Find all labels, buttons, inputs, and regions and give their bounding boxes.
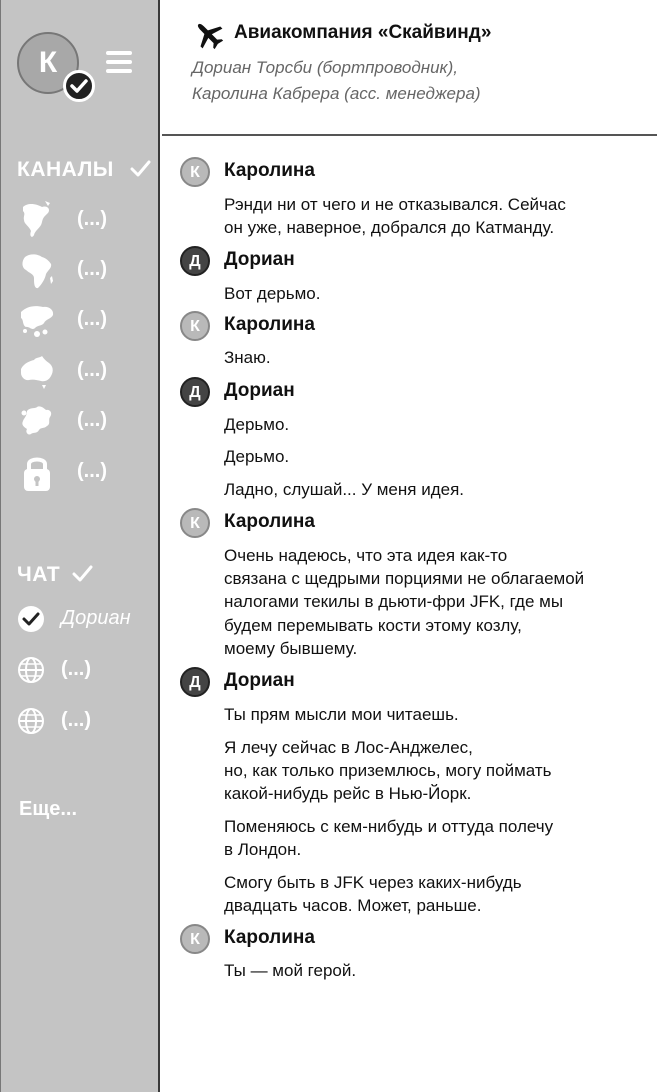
message-text: налогами текилы в дьюти-фри JFK, где мы bbox=[224, 592, 564, 611]
message-text: связана с щедрыми порциями не облагаемой bbox=[224, 569, 585, 588]
chat-item-2[interactable] bbox=[15, 648, 155, 692]
australia-icon bbox=[15, 349, 59, 393]
sidebar bbox=[0, 0, 160, 1092]
message-text: Вот дерьмо. bbox=[224, 284, 321, 303]
check-icon bbox=[17, 605, 45, 633]
chat-label: (...) bbox=[61, 658, 91, 680]
channel-item-australia[interactable] bbox=[15, 349, 155, 393]
chat-item-3[interactable] bbox=[15, 699, 155, 743]
europe-icon bbox=[15, 399, 59, 443]
message-text: двадцать часов. Может, раньше. bbox=[224, 896, 482, 915]
author-name: Каролина bbox=[224, 314, 315, 335]
airplane-icon bbox=[192, 18, 226, 52]
app-title: Авиакомпания «Скайвинд» bbox=[234, 22, 492, 43]
more-link[interactable]: Еще... bbox=[19, 798, 78, 820]
author-avatar: К bbox=[180, 311, 210, 341]
menu-icon[interactable] bbox=[106, 51, 132, 73]
message-text: Ты — мой герой. bbox=[224, 961, 357, 980]
channel-item-asia[interactable] bbox=[15, 298, 155, 342]
channel-item-private[interactable] bbox=[15, 450, 155, 494]
online-status-icon bbox=[63, 70, 95, 102]
message-text: он уже, наверное, добрался до Катманду. bbox=[224, 218, 555, 237]
lock-icon bbox=[15, 450, 59, 494]
message-text: Знаю. bbox=[224, 348, 271, 367]
channel-item-europe[interactable] bbox=[15, 399, 155, 443]
author-avatar: К bbox=[180, 508, 210, 538]
message-text: Ладно, слушай... У меня идея. bbox=[224, 480, 465, 499]
channel-label: (...) bbox=[77, 208, 107, 230]
channel-label: (...) bbox=[77, 460, 107, 482]
chat-label: Дориан bbox=[61, 607, 131, 629]
africa-icon bbox=[15, 248, 59, 292]
author-avatar: Д bbox=[180, 377, 210, 407]
author-name: Дориан bbox=[224, 670, 295, 691]
author-avatar: Д bbox=[180, 667, 210, 697]
message-text: Поменяюсь с кем-нибудь и оттуда полечу bbox=[224, 817, 554, 836]
chat-check-icon[interactable] bbox=[71, 563, 93, 585]
asia-icon bbox=[15, 298, 59, 342]
participants bbox=[192, 55, 552, 107]
chat-header bbox=[162, 0, 657, 136]
globe-icon bbox=[17, 656, 45, 684]
author-avatar: К bbox=[180, 924, 210, 954]
message-text: какой-нибудь рейс в Нью-Йорк. bbox=[224, 784, 472, 803]
message-text: Рэнди ни от чего и не отказывался. Сейчас bbox=[224, 195, 566, 214]
message-text: моему бывшему. bbox=[224, 639, 358, 658]
message-text: будем перемывать кости этому козлу, bbox=[224, 616, 522, 635]
author-avatar: Д bbox=[180, 246, 210, 276]
author-name: Каролина bbox=[224, 927, 315, 948]
north-america-icon bbox=[15, 198, 59, 242]
message-text: Очень надеюсь, что эта идея как-то bbox=[224, 546, 508, 565]
chat-item-dorian[interactable] bbox=[15, 597, 155, 641]
message-text: Ты прям мысли мои читаешь. bbox=[224, 705, 459, 724]
message-text: Дерьмо. bbox=[224, 447, 290, 466]
message-list bbox=[162, 136, 657, 1092]
participant-2: Каролина Кабрера (асс. менеджера) bbox=[192, 84, 481, 103]
channel-label: (...) bbox=[77, 409, 107, 431]
channel-label: (...) bbox=[77, 359, 107, 381]
channel-label: (...) bbox=[77, 258, 107, 280]
channels-title: КАНАЛЫ bbox=[17, 158, 114, 181]
author-name: Дориан bbox=[224, 380, 295, 401]
user-avatar[interactable]: К bbox=[17, 32, 79, 94]
channel-item-africa[interactable] bbox=[15, 248, 155, 292]
channels-check-icon[interactable] bbox=[129, 158, 151, 180]
author-name: Каролина bbox=[224, 160, 315, 181]
globe-icon bbox=[17, 707, 45, 735]
message-text: Я лечу сейчас в Лос-Анджелес, bbox=[224, 738, 473, 757]
channel-item-north-america[interactable] bbox=[15, 198, 155, 242]
message-text: Дерьмо. bbox=[224, 415, 290, 434]
author-name: Дориан bbox=[224, 249, 295, 270]
message-text: Смогу быть в JFK через каких-нибудь bbox=[224, 873, 522, 892]
author-name: Каролина bbox=[224, 511, 315, 532]
participant-1: Дориан Торсби (бортпроводник), bbox=[192, 58, 458, 77]
message-text: но, как только приземлюсь, могу поймать bbox=[224, 761, 552, 780]
chat-label: (...) bbox=[61, 709, 91, 731]
chat-title: ЧАТ bbox=[17, 563, 61, 586]
channel-label: (...) bbox=[77, 308, 107, 330]
message-text: в Лондон. bbox=[224, 840, 302, 859]
author-avatar: К bbox=[180, 157, 210, 187]
